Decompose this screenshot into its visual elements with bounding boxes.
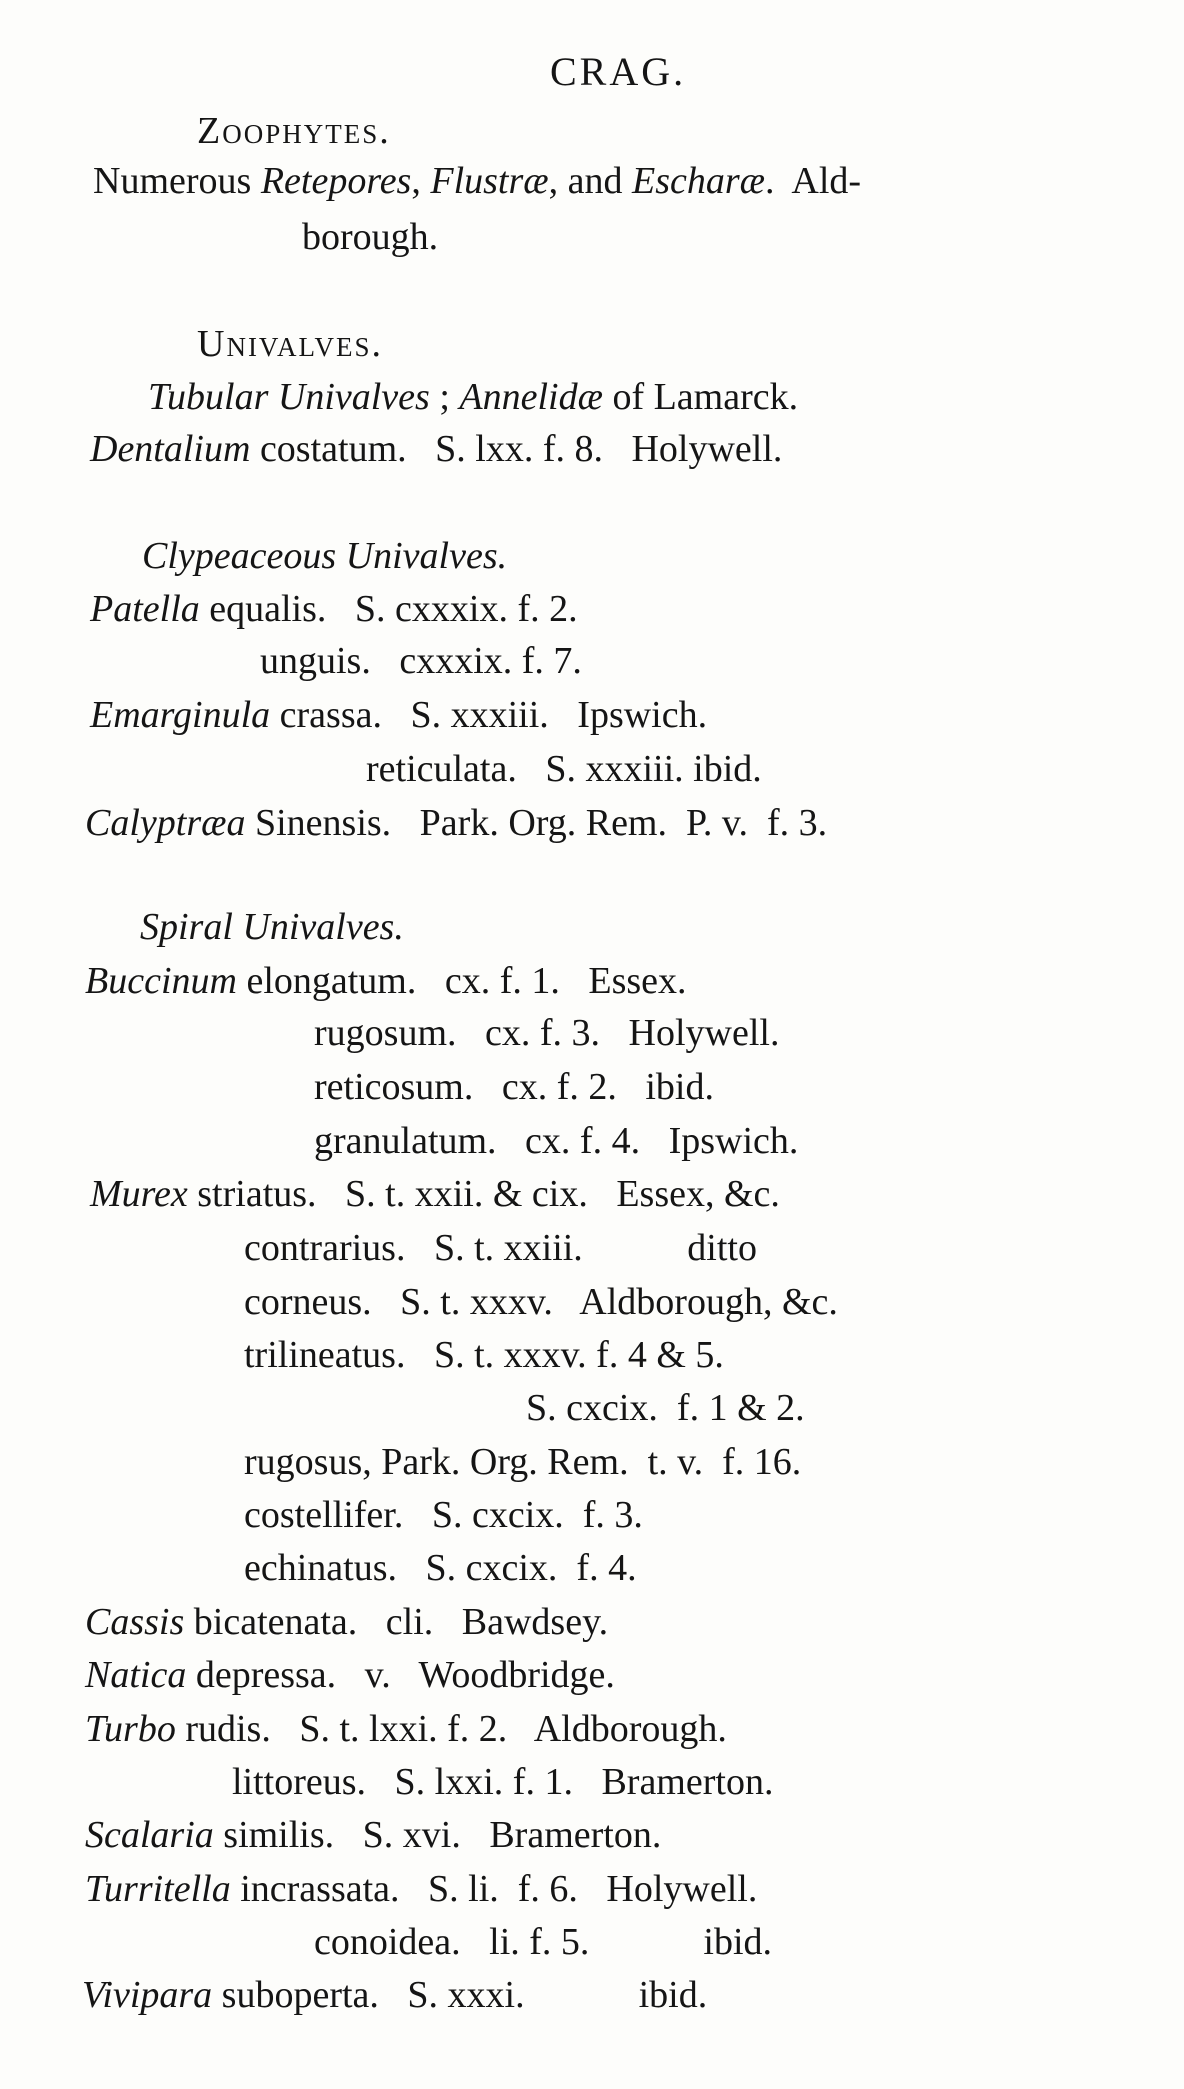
- text-line: [197, 325, 383, 363]
- text-line: [85, 1870, 757, 1908]
- text-segment: unguis. cxxxix. f. 7.: [260, 640, 582, 682]
- text-segment: equalis. S. cxxxix. f. 2.: [199, 588, 578, 630]
- text-segment: suboperta. S. xxxi. ibid.: [212, 1974, 708, 2016]
- taxon-name: Murex: [90, 1173, 188, 1215]
- taxon-name: Tubular Univalves: [148, 376, 430, 418]
- text-segment: conoidea. li. f. 5. ibid.: [314, 1921, 773, 1963]
- page-heading: [550, 49, 687, 94]
- text-segment: ,: [411, 160, 431, 202]
- taxon-name: Emarginula: [90, 694, 271, 736]
- text-line: [90, 430, 782, 468]
- taxon-name: Clypeaceous Univalves.: [142, 535, 508, 577]
- taxon-name: Dentalium: [90, 428, 251, 470]
- taxon-name: Natica: [85, 1654, 187, 1696]
- text-line: [244, 1496, 643, 1534]
- text-line: [314, 1014, 779, 1052]
- taxon-name: Calyptræa: [85, 802, 246, 844]
- text-line: [142, 537, 507, 575]
- text-segment: S. cxcix. f. 1 & 2.: [526, 1387, 805, 1429]
- text-segment: costellifer. S. cxcix. f. 3.: [244, 1494, 643, 1536]
- text-line: [90, 696, 707, 734]
- text-segment: incrassata. S. li. f. 6. Holywell.: [230, 1868, 758, 1910]
- text-line: [90, 590, 578, 628]
- text-line: [244, 1549, 637, 1587]
- text-segment: reticulata. S. xxxiii. ibid.: [366, 748, 762, 790]
- section-heading: Univalves.: [197, 323, 383, 365]
- taxon-name: Patella: [90, 588, 200, 630]
- text-line: [366, 750, 762, 788]
- taxon-name: Turritella: [85, 1868, 231, 1910]
- text-line: [85, 1816, 661, 1854]
- text-line: [260, 642, 582, 680]
- text-segment: striatus. S. t. xxii. & cix. Essex, &c.: [187, 1173, 780, 1215]
- taxon-name: Cassis: [85, 1601, 185, 1643]
- text-segment: . Ald-: [764, 160, 862, 202]
- taxon-name: Spiral Univalves.: [140, 906, 404, 948]
- text-line: [314, 1122, 798, 1160]
- section-heading: Zoophytes.: [197, 110, 391, 152]
- text-segment: contrarius. S. t. xxiii. ditto: [244, 1227, 757, 1269]
- text-line: [93, 162, 861, 200]
- text-segment: reticosum. cx. f. 2. ibid.: [314, 1066, 714, 1108]
- text-line: [85, 804, 827, 842]
- text-segment: rugosus, Park. Org. Rem. t. v. f. 16.: [244, 1441, 802, 1483]
- text-line: [148, 378, 798, 416]
- text-line: [90, 1175, 780, 1213]
- text-segment: CRAG.: [550, 49, 687, 94]
- taxon-name: Retepores: [260, 160, 412, 202]
- text-line: [244, 1336, 724, 1374]
- taxon-name: Scalaria: [85, 1814, 214, 1856]
- taxon-name: Annelidæ: [459, 376, 603, 418]
- taxon-name: Turbo: [85, 1708, 176, 1750]
- text-segment: ;: [429, 376, 460, 418]
- text-line: [244, 1443, 801, 1481]
- text-segment: of Lamarck.: [602, 376, 799, 418]
- text-segment: similis. S. xvi. Bramerton.: [213, 1814, 662, 1856]
- text-segment: echinatus. S. cxcix. f. 4.: [244, 1547, 637, 1589]
- text-segment: rugosum. cx. f. 3. Holywell.: [314, 1012, 780, 1054]
- text-segment: bicatenata. cli. Bawdsey.: [184, 1601, 609, 1643]
- text-line: [526, 1389, 805, 1427]
- text-segment: depressa. v. Woodbridge.: [186, 1654, 615, 1696]
- text-line: [197, 112, 391, 150]
- text-segment: corneus. S. t. xxxv. Aldborough, &c.: [244, 1281, 838, 1323]
- text-segment: Sinensis. Park. Org. Rem. P. v. f. 3.: [245, 802, 828, 844]
- taxon-name: Buccinum: [85, 960, 237, 1002]
- text-segment: borough.: [302, 216, 439, 258]
- text-segment: , and: [548, 160, 632, 202]
- text-segment: trilineatus. S. t. xxxv. f. 4 & 5.: [244, 1334, 724, 1376]
- taxon-name: Vivipara: [82, 1974, 213, 2016]
- text-line: [244, 1229, 757, 1267]
- text-line: [85, 1603, 608, 1641]
- text-line: [85, 1710, 727, 1748]
- text-segment: costatum. S. lxx. f. 8. Holywell.: [250, 428, 783, 470]
- text-segment: granulatum. cx. f. 4. Ipswich.: [314, 1120, 799, 1162]
- text-line: [314, 1923, 772, 1961]
- text-line: [85, 962, 687, 1000]
- text-line: [244, 1283, 838, 1321]
- text-segment: elongatum. cx. f. 1. Essex.: [236, 960, 687, 1002]
- text-segment: littoreus. S. lxxi. f. 1. Bramerton.: [232, 1761, 774, 1803]
- text-line: [85, 1656, 615, 1694]
- text-segment: Numerous: [93, 160, 261, 202]
- text-line: [314, 1068, 714, 1106]
- text-segment: crassa. S. xxxiii. Ipswich.: [270, 694, 708, 736]
- text-line: [232, 1763, 773, 1801]
- text-line: [302, 218, 438, 256]
- text-line: [82, 1976, 707, 2014]
- text-line: [140, 908, 404, 946]
- taxon-name: Flustræ: [430, 160, 549, 202]
- taxon-name: Escharæ: [631, 160, 765, 202]
- text-segment: rudis. S. t. lxxi. f. 2. Aldborough.: [175, 1708, 727, 1750]
